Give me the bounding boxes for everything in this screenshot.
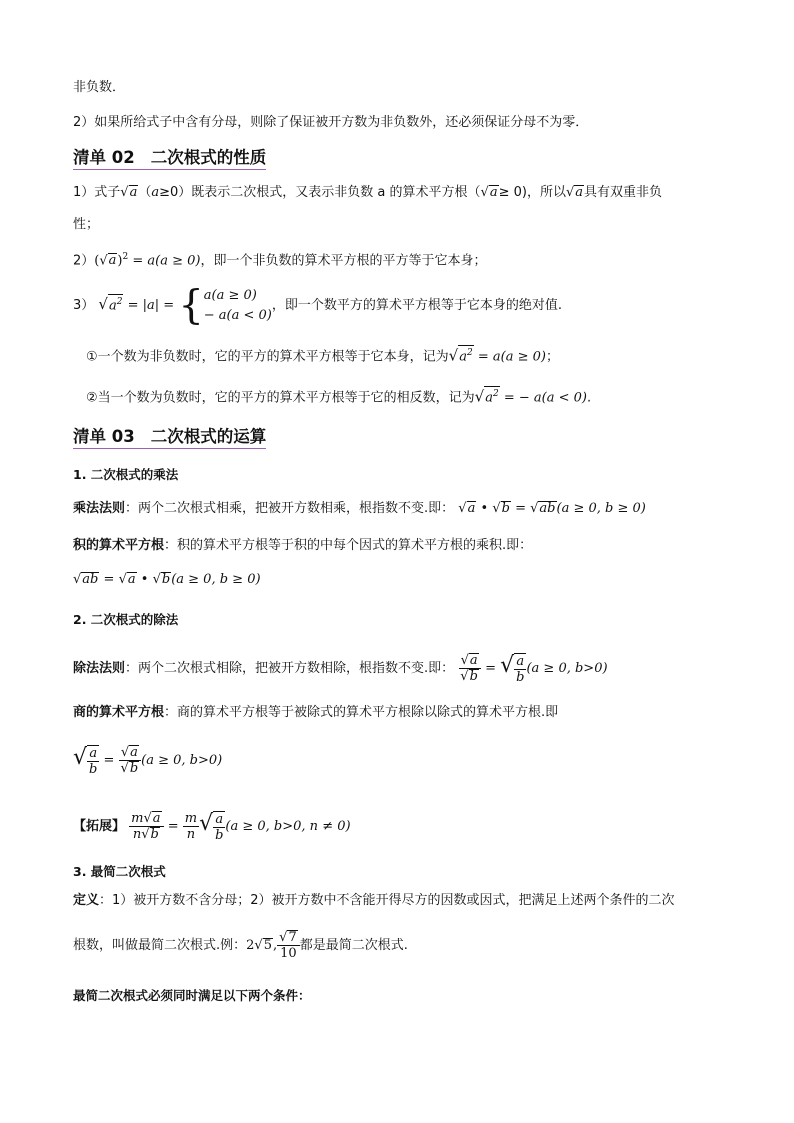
radicand: a [108, 253, 117, 269]
math: ) [117, 253, 123, 269]
text-span: 根数，叫做最简二次根式.例： [73, 938, 247, 953]
text-line: $2)(√a)^2 = a(a \ge 0)$，即一个非负数的算术平方根的平方等于它本身； [73, 252, 487, 269]
brace: { [178, 282, 204, 329]
radicand: $a^2$ [108, 294, 124, 313]
text-span: （ [138, 185, 152, 200]
text-line: 非负数． [73, 80, 126, 95]
radicand: $a^2$ [484, 386, 500, 405]
subheading: 3. 最简二次根式 [73, 864, 166, 879]
bold-label: 积的算术平方根 [73, 538, 165, 553]
math: (a ≥ 0, b ≥ 0) [171, 572, 261, 587]
math: = a(a ≥ 0) [128, 253, 201, 269]
text-line: ②当一个数为负数时，它的平方的算术平方根等于它的相反数，记为$√a^2$ = − a(a < 0). [86, 387, 592, 406]
subheading: 最简二次根式必须同时满足以下两个条件： [73, 988, 311, 1003]
text-span: 具有双重非负 [584, 185, 663, 200]
extension-line: 【拓展】 $\frac{m√a}{n√b}$ = $\frac{m}{n}$ √ $\frac{a}{b}$ (a ≥ 0, b>0, n ≠ 0) [73, 811, 351, 843]
section-heading-03 [73, 427, 266, 449]
text-line: 2）如果所给式子中含有分母，则除了保证被开方数为非负数外，还必须保证分母不为零． [73, 115, 589, 130]
text-line: ①一个数为非负数时，它的平方的算术平方根等于它本身，记为$√a^2 = a(a \ge 0)$； [86, 346, 559, 365]
radicand: a [467, 501, 476, 516]
text-span: ，即一个非负数的算术平方根的平方等于它本身； [200, 253, 487, 269]
fraction: $\frac{√7}{10}$ [277, 930, 300, 961]
case-line: − a(a < 0) [203, 307, 272, 323]
text-span: ：两个二次根式相乘，把被开方数相乘，根指数不变.即： [125, 501, 455, 516]
fraction: $\frac{√a}{√b}$ [119, 745, 142, 776]
text-line: 1）式子√a（a≥0）既表示二次根式，又表示非负数 a 的算术平方根（√a≥ 0)，所以√a具有双重非负 [73, 185, 663, 200]
math: 2 [246, 938, 255, 953]
bold-label: 【拓展】 [73, 819, 126, 834]
subheading: 1. 二次根式的乘法 [73, 467, 179, 482]
text-line [73, 704, 558, 722]
text-line: 性； [73, 217, 100, 232]
text-span: ，即一个数平方的算术平方根等于它本身的绝对值. [271, 298, 563, 313]
fraction: $\frac{m√a}{n√b}$ [129, 811, 163, 842]
text-line: 除法法则：两个二次根式相除，把被开方数相除，根指数不变.即： $\frac{√a}{√b}$ = √ $\frac{a}{b}$ (a ≥ 0, b>0) [73, 653, 608, 685]
fraction: $\frac{a}{b}$ [89, 745, 98, 777]
bold-label: 乘法法则 [73, 501, 126, 516]
text-span: 2） [73, 253, 95, 269]
math: = a(a ≥ 0) [473, 349, 546, 365]
radicand: a [489, 185, 498, 200]
cases [204, 286, 272, 326]
fraction: $\frac{a}{b}$ [516, 653, 525, 685]
radicand: a [129, 185, 138, 200]
radicand: ab [539, 501, 556, 516]
text-span: ：积的算术平方根等于积的中每个因式的算术平方根的乘积.即： [164, 538, 533, 553]
text-line: 乘法法则：两个二次根式相乘，把被开方数相乘，根指数不变.即： √a • √b = √ab(a ≥ 0, b ≥ 0) [73, 501, 646, 516]
bold-label: 除法法则 [73, 661, 126, 676]
text-line: 根数，叫做最简二次根式.例：2√5, $\frac{√7}{10}$ 都是最简二次根式. [73, 930, 408, 961]
math: (a ≥ 0, b>0, n ≠ 0) [225, 819, 351, 834]
radicand: a [575, 185, 584, 200]
case-line: a(a ≥ 0) [203, 287, 257, 303]
math: (a ≥ 0, b>0) [526, 661, 608, 676]
radicand: b [501, 501, 510, 516]
heading-title: 二次根式的性质 [150, 148, 267, 167]
text-span: ≥0）既表示二次根式，又表示非负数 a 的算术平方根（ [159, 185, 481, 200]
bold-label: 定义 [73, 893, 100, 908]
math: (a ≥ 0, b ≥ 0) [556, 501, 646, 516]
text-span: ≥ 0)，所以 [498, 185, 566, 200]
text-line [73, 892, 675, 910]
math-var: a [151, 185, 160, 200]
radicand: 5 [263, 938, 272, 953]
radicand: $a^2$ [458, 345, 474, 364]
text-line: 3） $√a^2 = |a|$ = { a(a ≥ 0) − a(a < 0) ，即一个数平方的算术平方根等于它本身的绝对值. [73, 282, 563, 329]
subheading: 2. 二次根式的除法 [73, 612, 179, 627]
text-span: 3） [73, 298, 95, 313]
fraction: $\frac{a}{b}$ [215, 811, 224, 843]
text-span: ：1）被开方数不含分母；2）被开方数中不含能开得尽方的因数或因式，把满足上述两个条件的二次 [99, 893, 675, 908]
text-span: ； [545, 349, 559, 365]
radicand: b [161, 572, 171, 587]
text-span: 1）式子 [73, 185, 121, 200]
heading-number: 清单 02 [73, 148, 135, 167]
radicand: ab [82, 572, 99, 587]
radicand: a [127, 572, 136, 587]
text-span: ：商的算术平方根等于被除式的算术平方根除以除式的算术平方根.即 [164, 705, 559, 720]
text-span: ：两个二次根式相除，把被开方数相除，根指数不变.即： [125, 661, 455, 676]
formula-line: √ab = √a • √b(a ≥ 0, b ≥ 0) [73, 572, 261, 587]
math: = − a(a < 0) [499, 390, 587, 406]
text-span: 都是最简二次根式. [299, 938, 408, 953]
heading-number: 清单 03 [73, 427, 135, 446]
text-line [73, 537, 532, 555]
fraction: $\frac{√a}{√b}$ [458, 653, 481, 684]
math: ( [94, 253, 100, 269]
fraction: $\frac{m}{n}$ [184, 811, 198, 842]
formula-line: √ $\frac{a}{b}$ = $\frac{√a}{√b}$ (a ≥ 0, b>0) [73, 745, 223, 777]
exponent: 2 [122, 252, 129, 262]
math: = |a| = [123, 298, 179, 313]
text-span: . [586, 390, 592, 406]
heading-title: 二次根式的运算 [150, 427, 267, 446]
section-heading-02 [73, 148, 266, 170]
text-span: ①一个数为非负数时，它的平方的算术平方根等于它本身，记为 [86, 349, 449, 365]
bold-label: 商的算术平方根 [73, 705, 165, 720]
math: (a ≥ 0, b>0) [141, 753, 223, 768]
text-span: ②当一个数为负数时，它的平方的算术平方根等于它的相反数，记为 [86, 390, 475, 406]
